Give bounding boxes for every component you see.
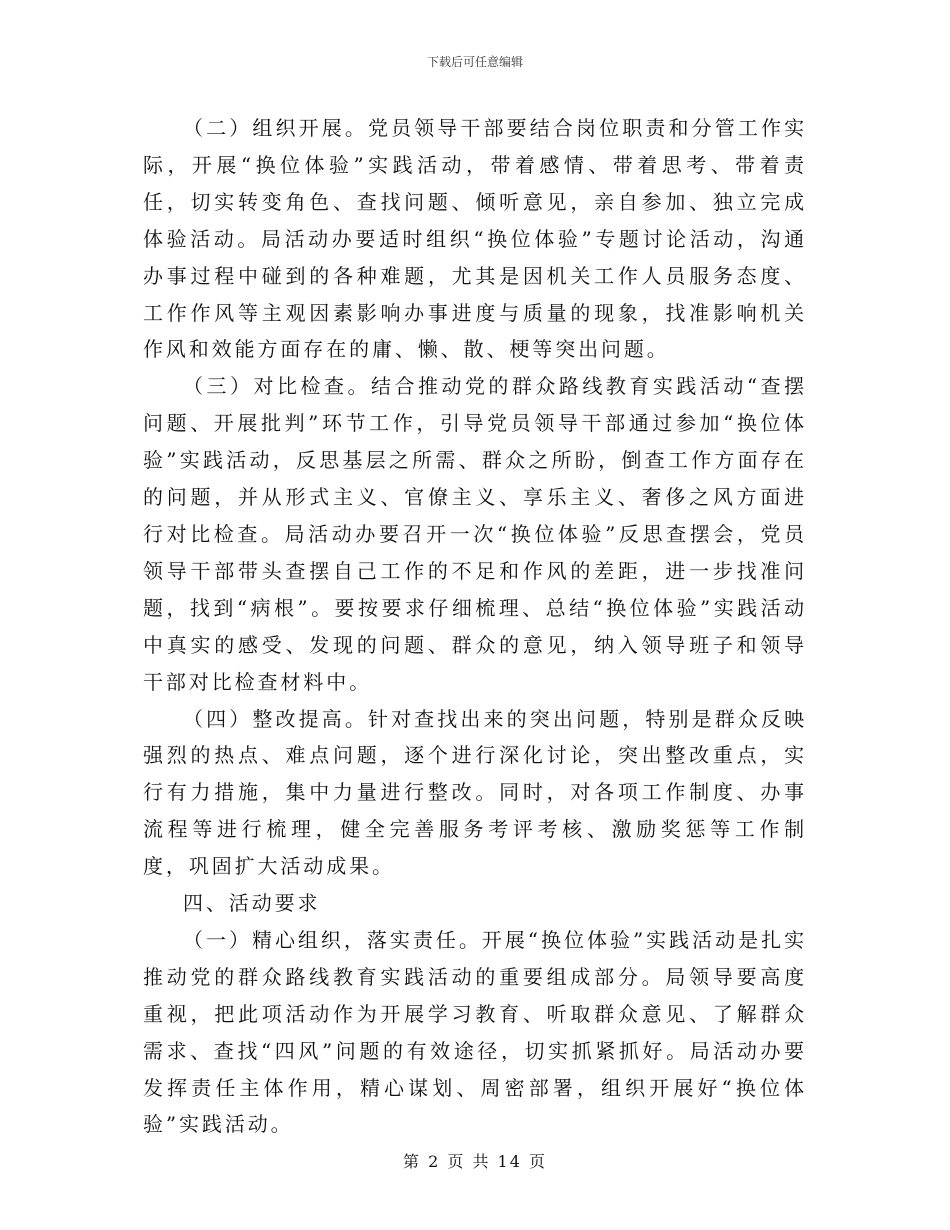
page-header-note: 下载后可任意编辑 (426, 55, 523, 69)
section-heading-requirements: 四、活动要求 (183, 891, 321, 916)
paragraph-requirement-1: （一）精心组织，落实责任。开展“换位体验”实践活动是扎实推动党的群众路线教育实践活动的重要组成部分。局领导要高度重视，把此项活动作为开展学习教育、听取群众意见、了解群众需求、查找“四风”问题的有效途径，切实抓紧抓好。局活动办要发挥责任主体作用，精心谋划、周密部署，组织开展好“换位体验”实践活动。 (143, 927, 807, 1137)
document-body (143, 110, 807, 1143)
paragraph-compare-check: （三）对比检查。结合推动党的群众路线教育实践活动“查摆问题、开展批判”环节工作，引导党员领导干部通过参加“换位体验”实践活动，反思基层之所需、群众之所盼，倒查工作方面存在的问题，并从形式主义、官僚主义、享乐主义、奢侈之风方面进行对比检查。局活动办要召开一次“换位体验”反思查摆会，党员领导干部带头查摆自己工作的不足和作风的差距，进一步找准问题，找到“病根”。要按要求仔细梳理、总结“换位体验”实践活动中真实的感受、发现的问题、群众的意见，纳入领导班子和领导干部对比检查材料中。 (143, 374, 807, 694)
page-number: 第 2 页 共 14 页 (403, 1152, 547, 1171)
paragraph-rectify: （四）整改提高。针对查找出来的突出问题，特别是群众反映强烈的热点、难点问题，逐个进行深化讨论，突出整改重点，实行有力措施，集中力量进行整改。同时，对各项工作制度、办事流程等进行梳理，健全完善服务考评考核、激励奖惩等工作制度，巩固扩大活动成果。 (143, 706, 807, 879)
paragraph-organize: （二）组织开展。党员领导干部要结合岗位职责和分管工作实际，开展“换位体验”实践活动，带着感情、带着思考、带着责任，切实转变角色、查找问题、倾听意见，亲自参加、独立完成体验活动。局活动办要适时组织“换位体验”专题讨论活动，沟通办事过程中碰到的各种难题，尤其是因机关工作人员服务态度、工作作风等主观因素影响办事进度与质量的现象，找准影响机关作风和效能方面存在的庸、懒、散、梗等突出问题。 (143, 116, 807, 362)
